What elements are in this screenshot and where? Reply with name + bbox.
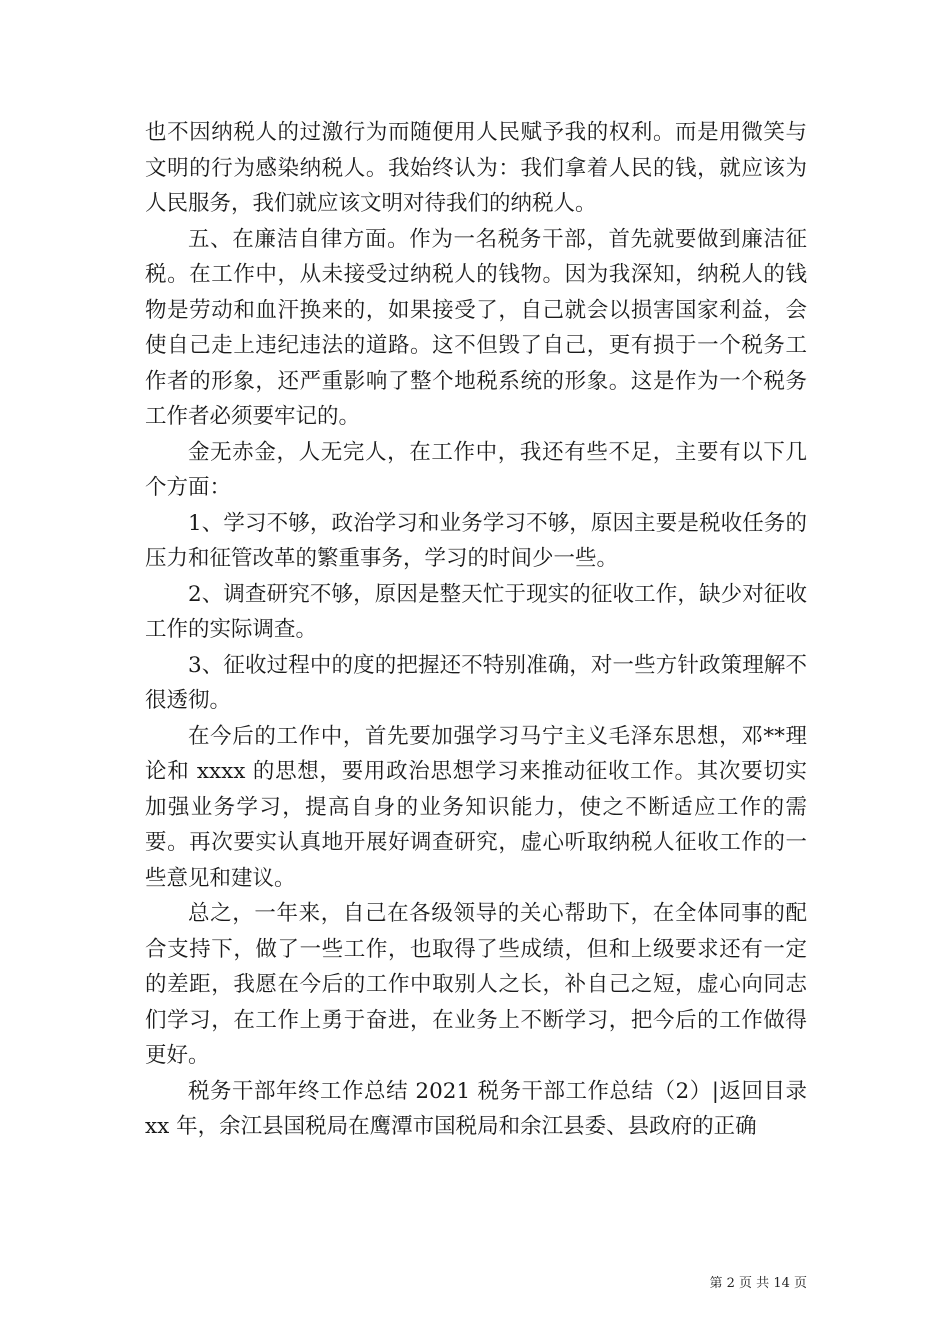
paragraph-9: 税务干部年终工作总结 2021 税务干部工作总结（2）|返回目录 xx 年，余江县国税局在鹰潭市国税局和余江县委、县政府的正确 — [145, 1078, 807, 1139]
paragraph-2: 五、在廉洁自律方面。作为一名税务干部，首先就要做到廉洁征税。在工作中，从未接受过纳税人的钱物。因为我深知，纳税人的钱物是劳动和血汗换来的，如果接受了，自己就会以损害国家利益，会使自己走上违纪违法的道路。这不但毁了自己，更有损于一个税务工作者的形象，还严重影响了整个地税系统的形象。这是作为一个税务工作者必须要牢记的。 — [145, 226, 807, 429]
paragraph-5: 2、调查研究不够，原因是整天忙于现实的征收工作，缺少对征收工作的实际调查。 — [145, 581, 807, 642]
paragraph-4: 1、学习不够，政治学习和业务学习不够，原因主要是税收任务的压力和征管改革的繁重事务，学习的时间少一些。 — [145, 510, 807, 571]
paragraph-3: 金无赤金，人无完人，在工作中，我还有些不足，主要有以下几个方面： — [145, 439, 807, 500]
paragraph-8: 总之，一年来，自己在各级领导的关心帮助下，在全体同事的配合支持下，做了一些工作，也取得了些成绩，但和上级要求还有一定的差距，我愿在今后的工作中取别人之长，补自己之短，虚心向同志们学习，在工作上勇于奋进，在业务上不断学习，把今后的工作做得更好。 — [145, 901, 807, 1068]
document-body — [145, 115, 807, 1145]
paragraph-6: 3、征收过程中的度的把握还不特别准确，对一些方针政策理解不很透彻。 — [145, 652, 807, 713]
paragraph-1: 也不因纳税人的过激行为而随便用人民赋予我的权利。而是用微笑与文明的行为感染纳税人。我始终认为：我们拿着人民的钱，就应该为人民服务，我们就应该文明对待我们的纳税人。 — [145, 120, 807, 216]
paragraph-7: 在今后的工作中，首先要加强学习马宁主义毛泽东思想，邓**理论和 xxxx 的思想，要用政治思想学习来推动征收工作。其次要切实加强业务学习，提高自身的业务知识能力，使之不断适应工作的需要。再次要实认真地开展好调查研究，虚心听取纳税人征收工作的一些意见和建议。 — [145, 723, 807, 891]
page-number: 第 2 页 共 14 页 — [709, 1276, 807, 1291]
